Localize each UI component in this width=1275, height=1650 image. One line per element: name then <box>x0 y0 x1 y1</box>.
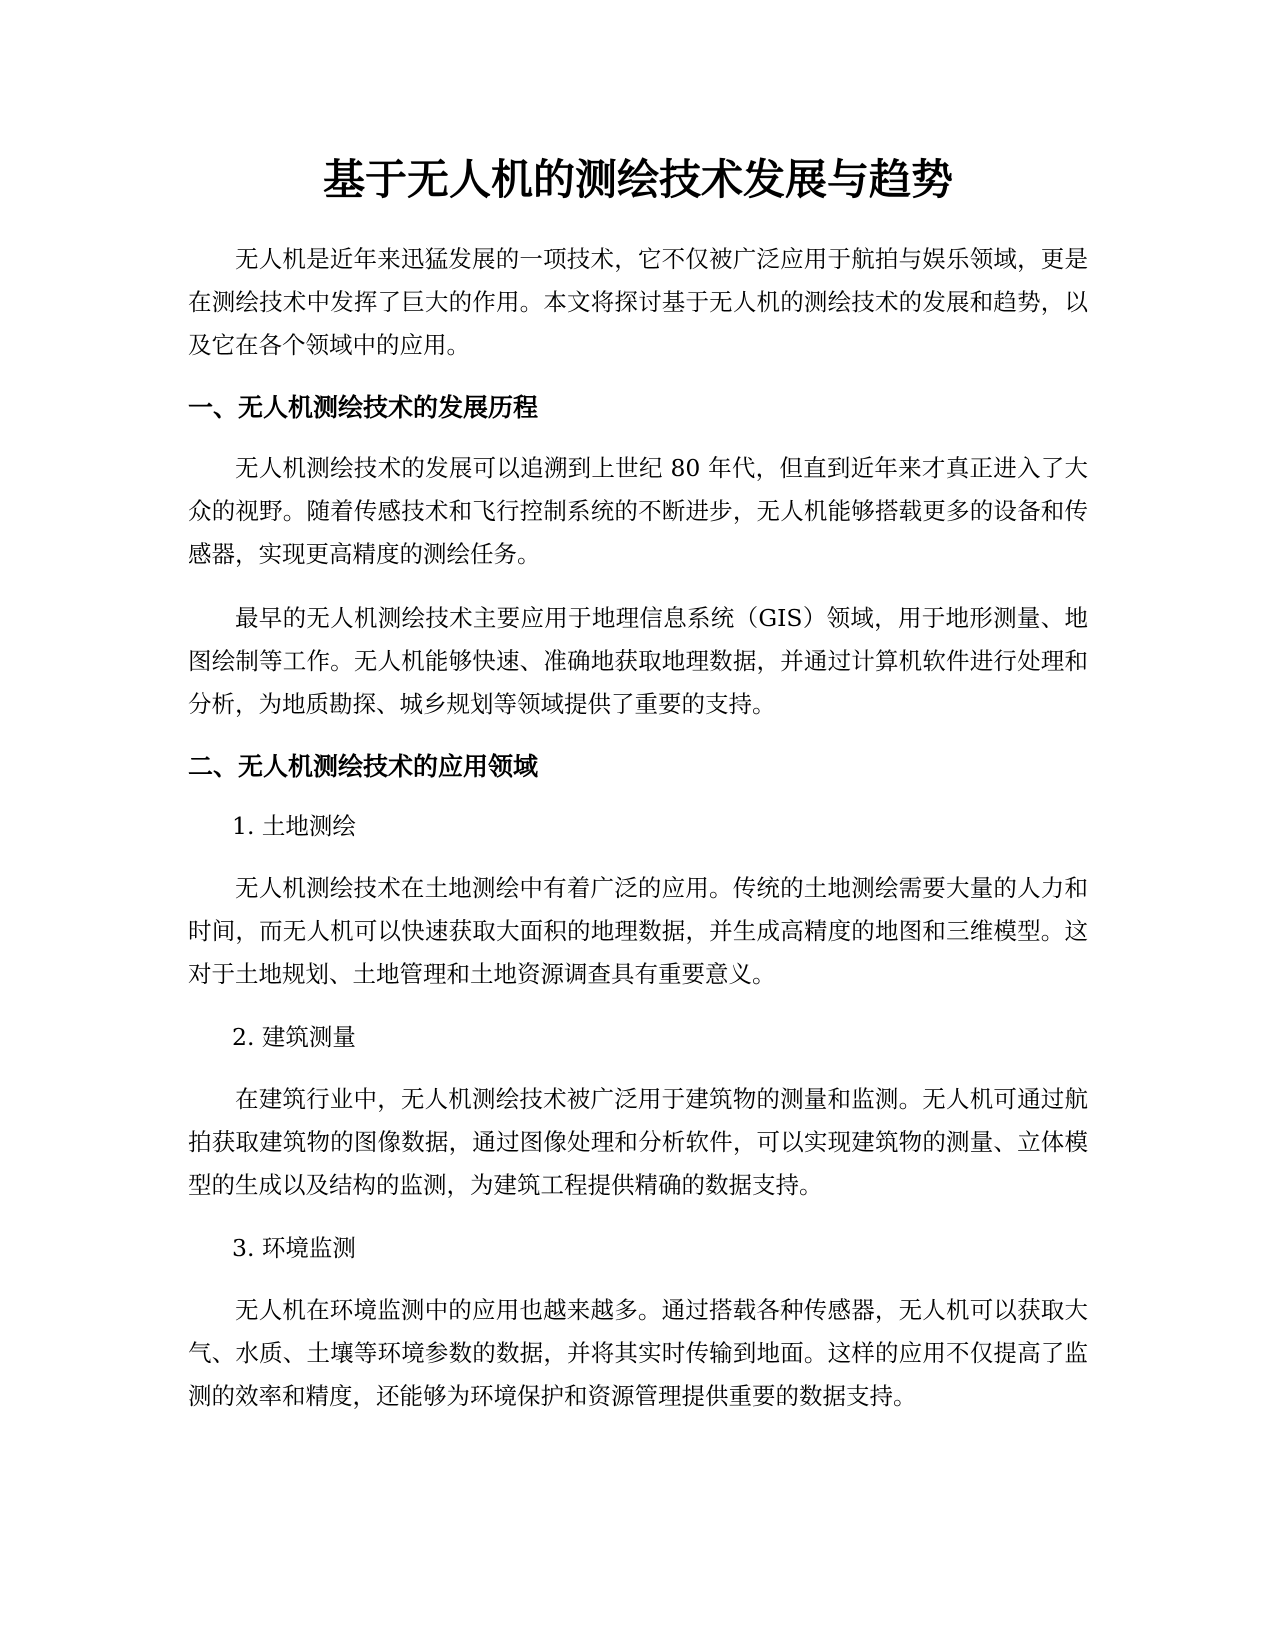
building-survey-paragraph: 在建筑行业中，无人机测绘技术被广泛用于建筑物的测量和监测。无人机可通过航拍获取建筑物的图像数据，通过图像处理和分析软件，可以实现建筑物的测量、立体模型的生成以及结构的监测，为建筑工程提供精确的数据支持。 <box>188 1085 1088 1199</box>
subsection-label-land-survey: 1. 土地测绘 <box>232 812 356 840</box>
history-paragraph-2: 最早的无人机测绘技术主要应用于地理信息系统（GIS）领域，用于地形测量、地图绘制等工作。无人机能够快速、准确地获取地理数据，并通过计算机软件进行处理和分析，为地质勘探、城乡规划等领域提供了重要的支持。 <box>188 604 1088 718</box>
land-survey-paragraph: 无人机测绘技术在土地测绘中有着广泛的应用。传统的土地测绘需要大量的人力和时间，而无人机可以快速获取大面积的地理数据，并生成高精度的地图和三维模型。这对于土地规划、土地管理和土地资源调查具有重要意义。 <box>188 874 1088 988</box>
history-paragraph-1: 无人机测绘技术的发展可以追溯到上世纪 80 年代，但直到近年来才真正进入了大众的视野。随着传感技术和飞行控制系统的不断进步，无人机能够搭载更多的设备和传感器，实现更高精度的测绘任务。 <box>188 454 1088 568</box>
subsection-label-environment-monitoring: 3. 环境监测 <box>232 1234 356 1262</box>
section-heading-history: 一、无人机测绘技术的发展历程 <box>188 393 539 422</box>
document-content <box>188 150 1088 1439</box>
section-heading-applications: 二、无人机测绘技术的应用领域 <box>188 752 539 781</box>
subsection-label-building-survey: 2. 建筑测量 <box>232 1023 356 1051</box>
environment-monitoring-paragraph: 无人机在环境监测中的应用也越来越多。通过搭载各种传感器，无人机可以获取大气、水质、土壤等环境参数的数据，并将其实时传输到地面。这样的应用不仅提高了监测的效率和精度，还能够为环境保护和资源管理提供重要的数据支持。 <box>188 1296 1088 1410</box>
document-title: 基于无人机的测绘技术发展与趋势 <box>322 155 953 204</box>
intro-paragraph: 无人机是近年来迅猛发展的一项技术，它不仅被广泛应用于航拍与娱乐领域，更是在测绘技术中发挥了巨大的作用。本文将探讨基于无人机的测绘技术的发展和趋势，以及它在各个领域中的应用。 <box>188 245 1088 359</box>
